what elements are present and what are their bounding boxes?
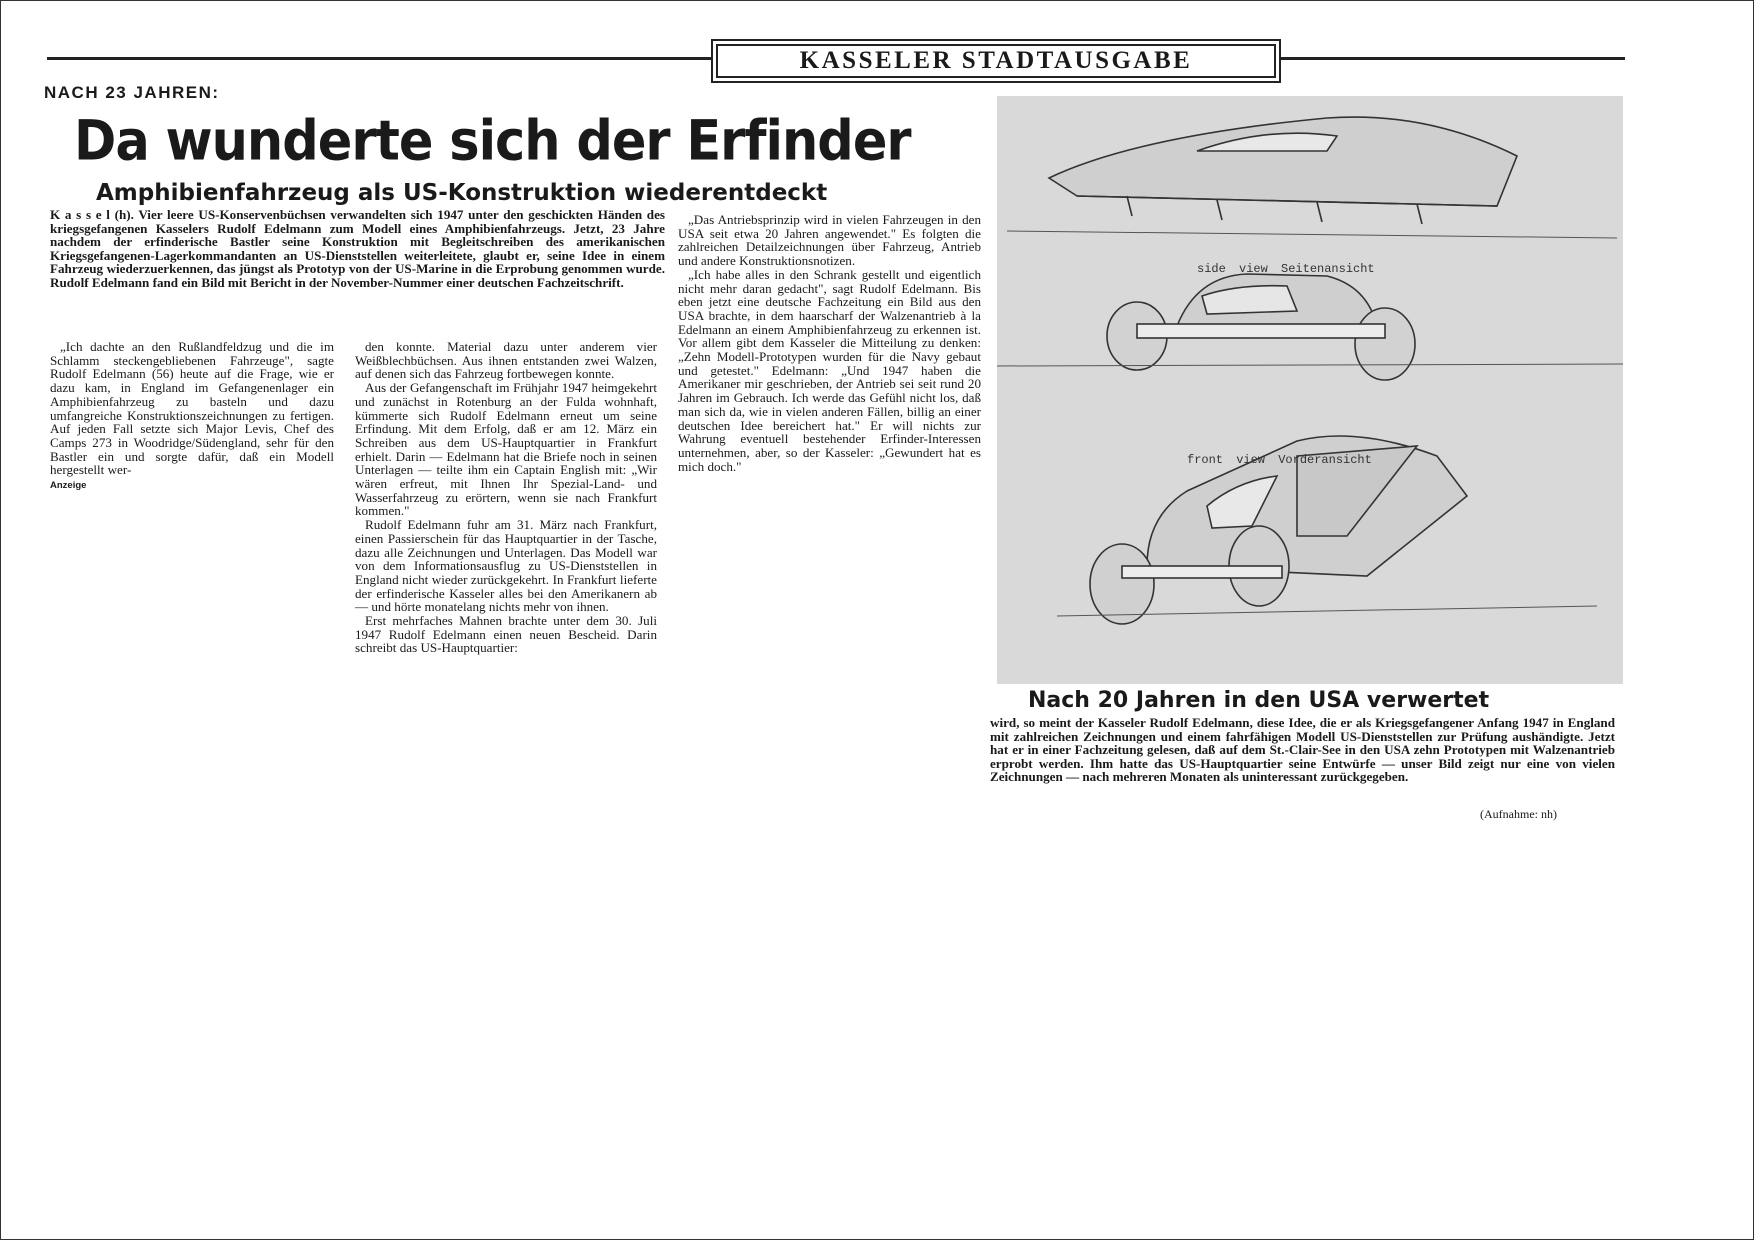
photo-caption: wird, so meint der Kasseler Rudolf Edelmann, diese Idee, die er als Kriegsgefangener Anfang 1947 in England mit zahlreichen Zeichnungen und einem fahrfähigen Modell US-Dienststellen zur Prüfung aushändigte. Jetzt hat er in einer Fachzeitung gelesen, daß auf dem St.-Clair-See in den USA zehn Prototypen mit Walzenantrieb erprobt werden. Ihm hatte das US-Hauptquartier seine Entwürfe — unser Bild zeigt nur eine von vielen Zeichnungen — nach mehreren Monaten als uninteressant zurückgegeben.	[990, 715, 1615, 785]
article-column-2	[355, 340, 657, 655]
side-view-label: side view Seitenansicht	[1197, 262, 1375, 276]
article-headline: Da wunderte sich der Erfinder	[74, 110, 911, 174]
photo-caption-title: Nach 20 Jahren in den USA verwertet	[1028, 688, 1490, 713]
paragraph: Rudolf Edelmann fuhr am 31. März nach Frankfurt, einen Passierschein für das Hauptquartier in der Tasche, dazu alle Zeichnungen und Unterlagen. Das Modell war von dem Informationsausflug zu US-Dienststellen in England nicht wieder zurückgekehrt. In Frankfurt lieferte der erfinderische Kasseler alles bei den Amerikanern ab — und hörte monatelang nichts mehr von ihnen.	[355, 517, 657, 615]
paragraph: „Ich dachte an den Rußlandfeldzug und die im Schlamm steckengebliebenen Fahrzeuge", sagte Rudolf Edelmann (56) heute auf die Frage, wie er dazu kam, in England im Gefangenenlager ein Amphibienfahrzeug zu basteln und dazu umfangreiche Konstruktionszeichnungen zu fertigen. Auf jeden Fall setzte sich Major Levis, Chef des Camps 273 in Woodridge/Südengland, sehr für den Bastler ein und sorgte dafür, daß ein Modell hergestellt wer-	[50, 339, 334, 478]
paragraph: „Ich habe alles in den Schrank gestellt und eigentlich nicht mehr daran gedacht", sagt Rudolf Edelmann. Bis eben jetzt eine deutsche Fachzeitung ein Bild aus den USA brachte, in dem haarscharf der Walzenantrieb à la Edelmann an einem Amphibienfahrzeug zu erkennen ist. Vor allem gibt dem Kasseler die Mitteilung zu denken: „Zehn Modell-Prototypen wurden für die Navy gebaut und getestet." Edelmann: „Und 1947 haben die Amerikaner mir geschrieben, der Antrieb sei seit rund 20 Jahren im Gebrauch. Ich werde das Gefühl nicht los, daß man sich da, wie in vielen anderen Fällen, billig an einer deutschen Idee bereichert hat." Er will nichts zur Wahrung eventuell bestehender Erfinder-Interessen unternehmen, aber, so der Kasseler: „Gewundert hat es mich doch."	[678, 266, 981, 474]
photo-credit: (Aufnahme: nh)	[1480, 807, 1557, 821]
paragraph: den konnte. Material dazu unter anderem vier Weißblechbüchsen. Aus ihnen entstanden zwei Walzen, auf denen sich das Fahrzeug fortbewegen konnte.	[355, 339, 657, 382]
paragraph: „Das Antriebsprinzip wird in vielen Fahrzeugen in den USA seit etwa 20 Jahren angewendet." Es folgten die zahlreichen Detailzeichnungen über Fahrzeug, Antrieb und andere Konstruktionsnotizen.	[678, 212, 981, 269]
front-view-label: front view Vorderansicht	[1187, 453, 1372, 467]
ad-label: Anzeige	[50, 480, 87, 492]
article-lead: K a s s e l (h). Vier leere US-Konservenbüchsen verwandelten sich 1947 unter den geschickten Händen des kriegsgefangenen Kasselers Rudolf Edelmann zum Modell eines Amphibienfahrzeugs. Jetzt, 23 Jahre nachdem der erfinderische Bastler seine Konstruktion mit Begleitschreiben des amerikanischen Kriegsgefangenen-Lagerkommandanten an US-Dienststellen weiterleitete, glaubt er, seine Idee in einem Fahrzeug wiederzuerkennen, das jüngst als Prototyp von der US-Marine in die Erprobung genommen wurde. Rudolf Edelmann fand ein Bild mit Bericht in der November-Nummer einer deutschen Fachzeitschrift.	[50, 207, 665, 290]
paragraph: Erst mehrfaches Mahnen brachte unter dem 30. Juli 1947 Rudolf Edelmann einen neuen Bescheid. Darin schreibt das US-Hauptquartier:	[355, 613, 657, 656]
paragraph: Aus der Gefangenschaft im Frühjahr 1947 heimgekehrt und zunächst in Rotenburg an der Fulda wohnhaft, kümmerte sich Rudolf Edelmann erneut um seine Erfindung. Mit dem Erfolg, daß er am 12. März ein Schreiben aus dem US-Hauptquartier in Frankfurt erhielt. Darin — Edelmann hat die Briefe noch in seinen Unterlagen — teilte ihm ein Captain English mit: „Wir wären erfreut, mit Ihnen Ihr Spezial-Land- und Wasserfahrzeug zu erörtern, wenn sie nach Frankfurt kommen."	[355, 380, 657, 519]
vehicle-drawings	[997, 96, 1623, 684]
article-subheadline: Amphibienfahrzeug als US-Konstruktion wiederentdeckt	[96, 180, 828, 206]
article-kicker: NACH 23 JAHREN:	[44, 83, 220, 102]
vehicle-drawing-photo	[997, 96, 1623, 684]
article-column-1	[50, 340, 334, 493]
section-header: KASSELER STADTAUSGABE	[716, 44, 1276, 78]
article-column-3	[678, 213, 981, 473]
